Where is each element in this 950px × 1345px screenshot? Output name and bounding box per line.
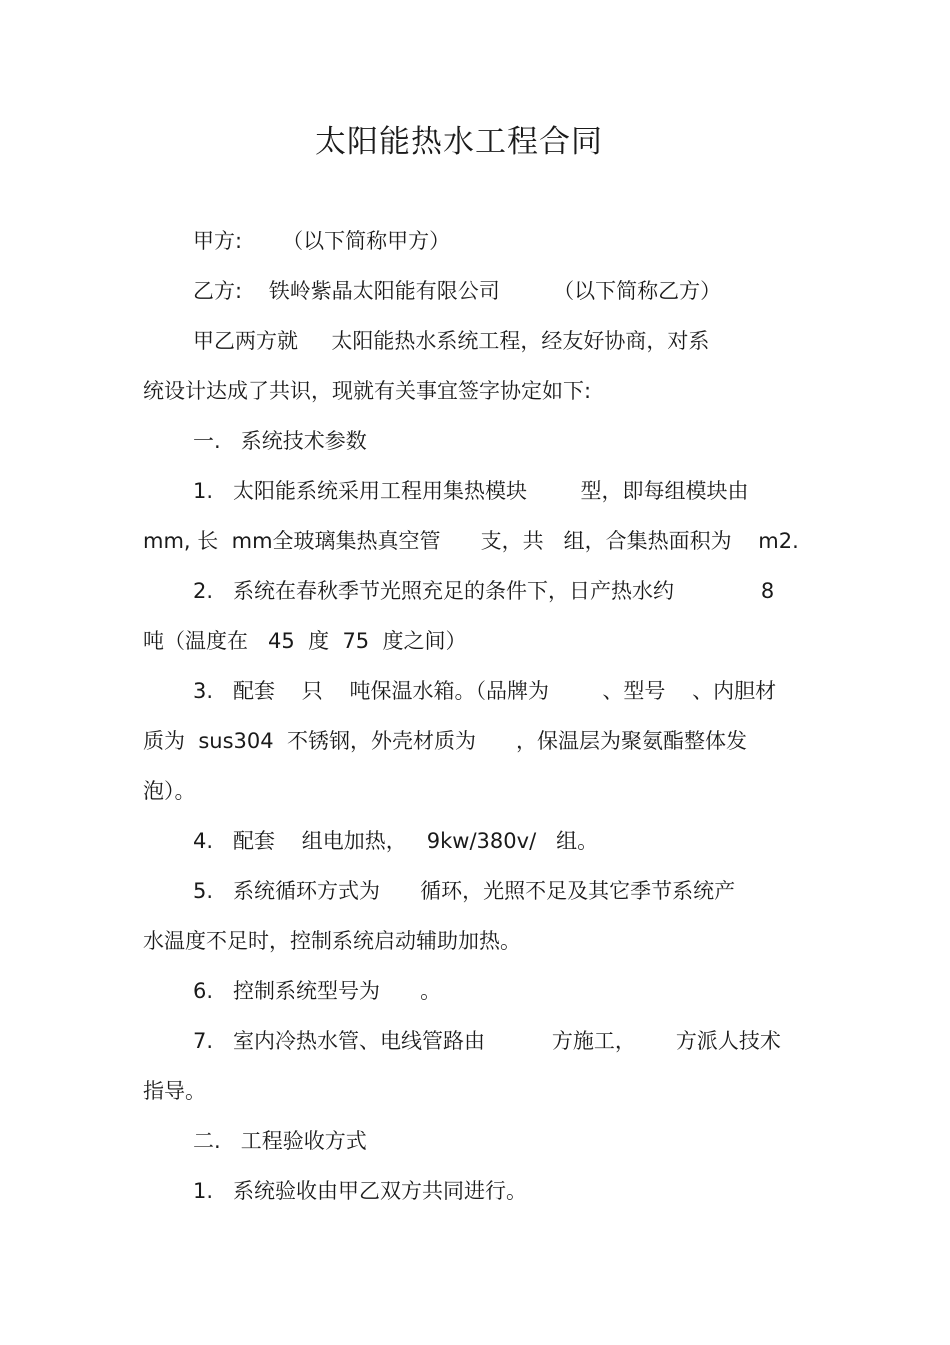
clause-1-3-line-3: 泡）。	[143, 779, 196, 803]
section-heading-2: 二. 工程验收方式	[193, 1129, 367, 1153]
clause-1-4: 4. 配套 组电加热， 9kw/380v/ 组。	[193, 829, 599, 853]
clause-1-5-line-1: 5. 系统循环方式为 循环，光照不足及其它季节系统产	[193, 879, 736, 903]
clause-1-1-line-2: mm, 长 mm全玻璃集热真空管 支，共 组，合集热面积为 m2.	[143, 529, 799, 553]
section-heading-1: 一. 系统技术参数	[193, 429, 367, 453]
clause-1-1-line-1: 1. 太阳能系统采用工程用集热模块 型，即每组模块由	[193, 479, 749, 503]
clause-1-2-line-2: 吨（温度在 45 度 75 度之间）	[143, 629, 467, 653]
clause-1-6: 6. 控制系统型号为 。	[193, 979, 442, 1003]
intro-paragraph-line-2: 统设计达成了共识，现就有关事宜签字协定如下:	[143, 379, 592, 403]
party-b-line: 乙方: 铁岭紫晶太阳能有限公司 （以下简称乙方）	[193, 279, 722, 303]
clause-1-3-line-2: 质为 sus304 不锈钢，外壳材质为 ，保温层为聚氨酯整体发	[143, 729, 748, 753]
clause-1-5-line-2: 水温度不足时，控制系统启动辅助加热。	[143, 929, 521, 953]
clause-2-1: 1. 系统验收由甲乙双方共同进行。	[193, 1179, 528, 1203]
document-title: 太阳能热水工程合同	[315, 124, 603, 160]
intro-paragraph-line-1: 甲乙两方就 太阳能热水系统工程，经友好协商，对系	[193, 329, 710, 353]
party-a-line: 甲方: （以下简称甲方）	[193, 229, 451, 253]
clause-1-2-line-1: 2. 系统在春秋季节光照充足的条件下，日产热水约 8	[193, 579, 775, 603]
clause-1-3-line-1: 3. 配套 只 吨保温水箱。（品牌为 、型号 、内胆材	[193, 679, 777, 703]
clause-1-7-line-2: 指导。	[143, 1079, 206, 1103]
clause-1-7-line-1: 7. 室内冷热水管、电线管路由 方施工， 方派人技术	[193, 1029, 781, 1053]
